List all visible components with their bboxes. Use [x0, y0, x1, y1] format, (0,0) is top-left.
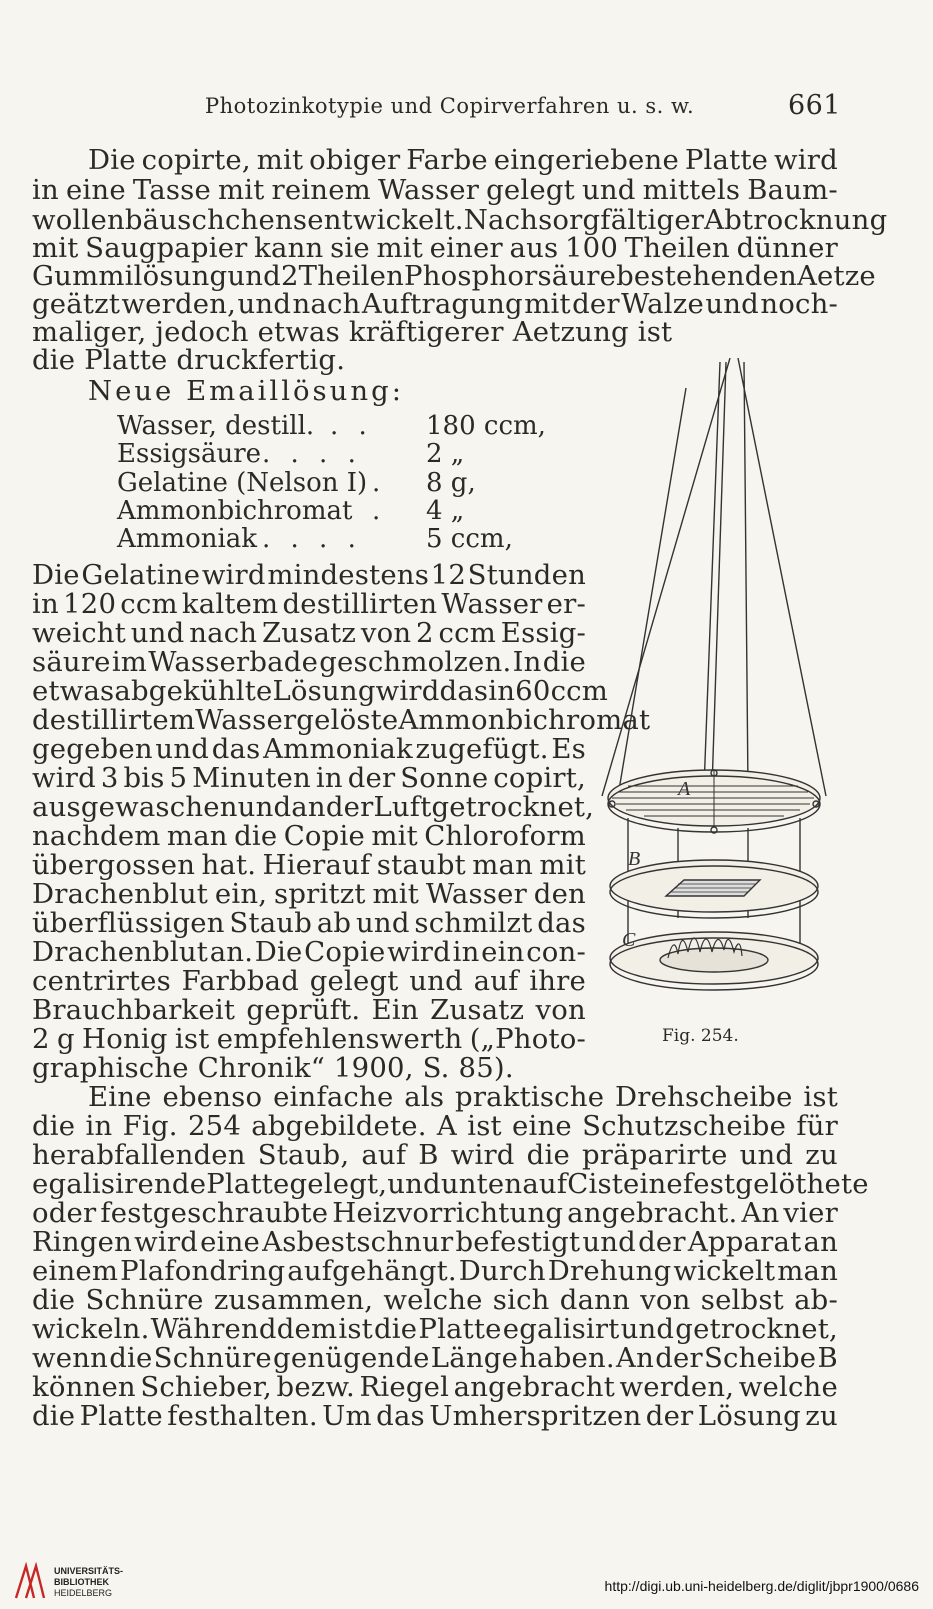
recipe-item-name: Gelatine (Nelson I) — [117, 468, 368, 498]
text-line: nachdem man die Copie mit Chloroform — [32, 820, 586, 852]
text-line: können Schieber, bezw. Riegel angebracht werden, welche — [32, 1371, 838, 1403]
library-emblem-icon — [12, 1562, 48, 1602]
text-line: in 120 ccm kaltem destillirten Wasser er- — [32, 588, 586, 620]
text-line: wickeln. Währenddem ist die Platte egalisirt und getrocknet, — [32, 1313, 838, 1345]
text-line: egalisirende Platte gelegt, und unten auf C ist eine festgelöthete — [32, 1168, 869, 1200]
text-line: Die copirte, mit obiger Farbe eingeriebene Platte wird — [88, 144, 838, 176]
figure-label-a: A — [678, 778, 691, 800]
library-logo — [8, 1560, 128, 1606]
text-line: in eine Tasse mit reinem Wasser gelegt und mittels Baum- — [32, 174, 838, 206]
text-line: destillirtem Wasser gelöste Ammonbichromat — [32, 704, 651, 736]
text-line: Drachenblut ein, spritzt mit Wasser den — [32, 878, 586, 910]
text-line: herabfallenden Staub, auf B wird die präparirte und zu — [32, 1139, 838, 1171]
text-line: geätzt werden, und nach Auftragung mit der Walze und noch- — [32, 288, 838, 320]
text-line: die Platte festhalten. Um das Umherspritzen der Lösung zu — [32, 1400, 838, 1432]
text-line: Eine ebenso einfache als praktische Drehscheibe ist — [88, 1081, 838, 1113]
suspension-cord — [744, 362, 748, 788]
recipe-item-dots: . . . . — [262, 524, 362, 554]
figure-254-illustration — [598, 358, 830, 1018]
text-line: 2 g Honig ist empfehlenswerth („Photo- — [32, 1023, 586, 1055]
suspension-cord — [602, 358, 730, 796]
text-line: graphische Chronik“ 1900, S. 85). — [32, 1052, 514, 1084]
page-number: 661 — [787, 90, 841, 121]
text-line: überflüssigen Staub ab und schmilzt das — [32, 907, 586, 939]
recipe-item-amount: 8 g, — [426, 468, 476, 498]
suspension-cord — [712, 362, 726, 788]
text-line: etwas abgekühlte Lösung wird das in 60 ccm — [32, 675, 609, 707]
text-line: mit Saugpapier kann sie mit einer aus 100 Theilen dünner — [32, 232, 838, 264]
text-line: weicht und nach Zusatz von 2 ccm Essig- — [32, 617, 586, 649]
recipe-item-name: Wasser, destill. — [117, 411, 315, 441]
heater — [660, 948, 768, 972]
recipe-item-dots: . — [372, 468, 387, 498]
text-line: übergossen hat. Hierauf staubt man mit — [32, 849, 586, 881]
text-line: gegeben und das Ammoniak zugefügt. Es — [32, 733, 586, 765]
text-line: Die Gelatine wird mindestens 12 Stunden — [32, 559, 586, 591]
text-line: wollenbäuschchens entwickelt. Nach sorgfältiger Abtrocknung — [32, 204, 888, 236]
figure-label-c: C — [622, 929, 636, 951]
text-line: maliger, jedoch etwas kräftigerer Aetzung ist — [32, 316, 673, 348]
text-line: wird 3 bis 5 Minuten in der Sonne copirt, — [32, 762, 586, 794]
running-header — [205, 92, 841, 128]
recipe-item-amount: 5 ccm, — [426, 524, 513, 554]
recipe-heading: Neue Emaillösung: — [88, 375, 404, 407]
recipe-item-amount: 4 „ — [426, 496, 465, 526]
library-name-line2: BIBLIOTHEK — [54, 1577, 109, 1587]
library-name-line3: HEIDELBERG — [54, 1588, 113, 1598]
text-line: die in Fig. 254 abgebildete. A ist eine Schutzscheibe für — [32, 1110, 838, 1142]
text-line: säure im Wasserbade geschmolzen. In die — [32, 646, 586, 678]
suspension-cord — [618, 388, 686, 796]
text-line: die Platte druckfertig. — [32, 344, 346, 376]
text-line: Ringen wird eine Asbestschnur befestigt und der Apparat an — [32, 1226, 838, 1258]
text-line: Brauchbarkeit geprüft. Ein Zusatz von — [32, 994, 586, 1026]
text-line: Gummilösung und 2 Theilen Phosphorsäure bestehenden Aetze — [32, 260, 876, 292]
recipe-item-amount: 2 „ — [426, 439, 465, 469]
text-line: ausgewaschen und an der Luft getrocknet, — [32, 791, 595, 823]
suspension-cord — [738, 358, 826, 796]
text-line: einem Plafondring aufgehängt. Durch Drehung wickelt man — [32, 1255, 838, 1287]
recipe-item-amount: 180 ccm, — [426, 411, 546, 441]
text-line: oder festgeschraubte Heizvorrichtung angebracht. An vier — [32, 1197, 838, 1229]
recipe-item-dots: . . . . — [262, 439, 362, 469]
recipe-item-dots: . . — [330, 411, 373, 441]
figure-caption: Fig. 254. — [662, 1026, 739, 1046]
recipe-item-name: Ammonbichromat — [117, 496, 353, 526]
suspension-cord — [704, 362, 720, 788]
recipe-item-name: Ammoniak — [117, 524, 258, 554]
text-line: Drachenblut an. Die Copie wird in ein con- — [32, 936, 586, 968]
recipe-item-name: Essigsäure — [117, 439, 262, 469]
text-line: die Schnüre zusammen, welche sich dann von selbst ab- — [32, 1284, 838, 1316]
library-name-line1: UNIVERSITÄTS- — [54, 1566, 124, 1576]
recipe-item-dots: . — [372, 496, 387, 526]
text-line: wenn die Schnüre genügende Länge haben. An der Scheibe B — [32, 1342, 838, 1374]
figure-label-b: B — [628, 848, 641, 870]
text-line: centrirtes Farbbad gelegt und auf ihre — [32, 965, 586, 997]
running-title: Photozinkotypie und Copirverfahren u. s. w. — [205, 94, 695, 118]
source-url-link[interactable]: http://digi.ub.uni-heidelberg.de/diglit/jbpr1900/0686 — [604, 1578, 919, 1594]
